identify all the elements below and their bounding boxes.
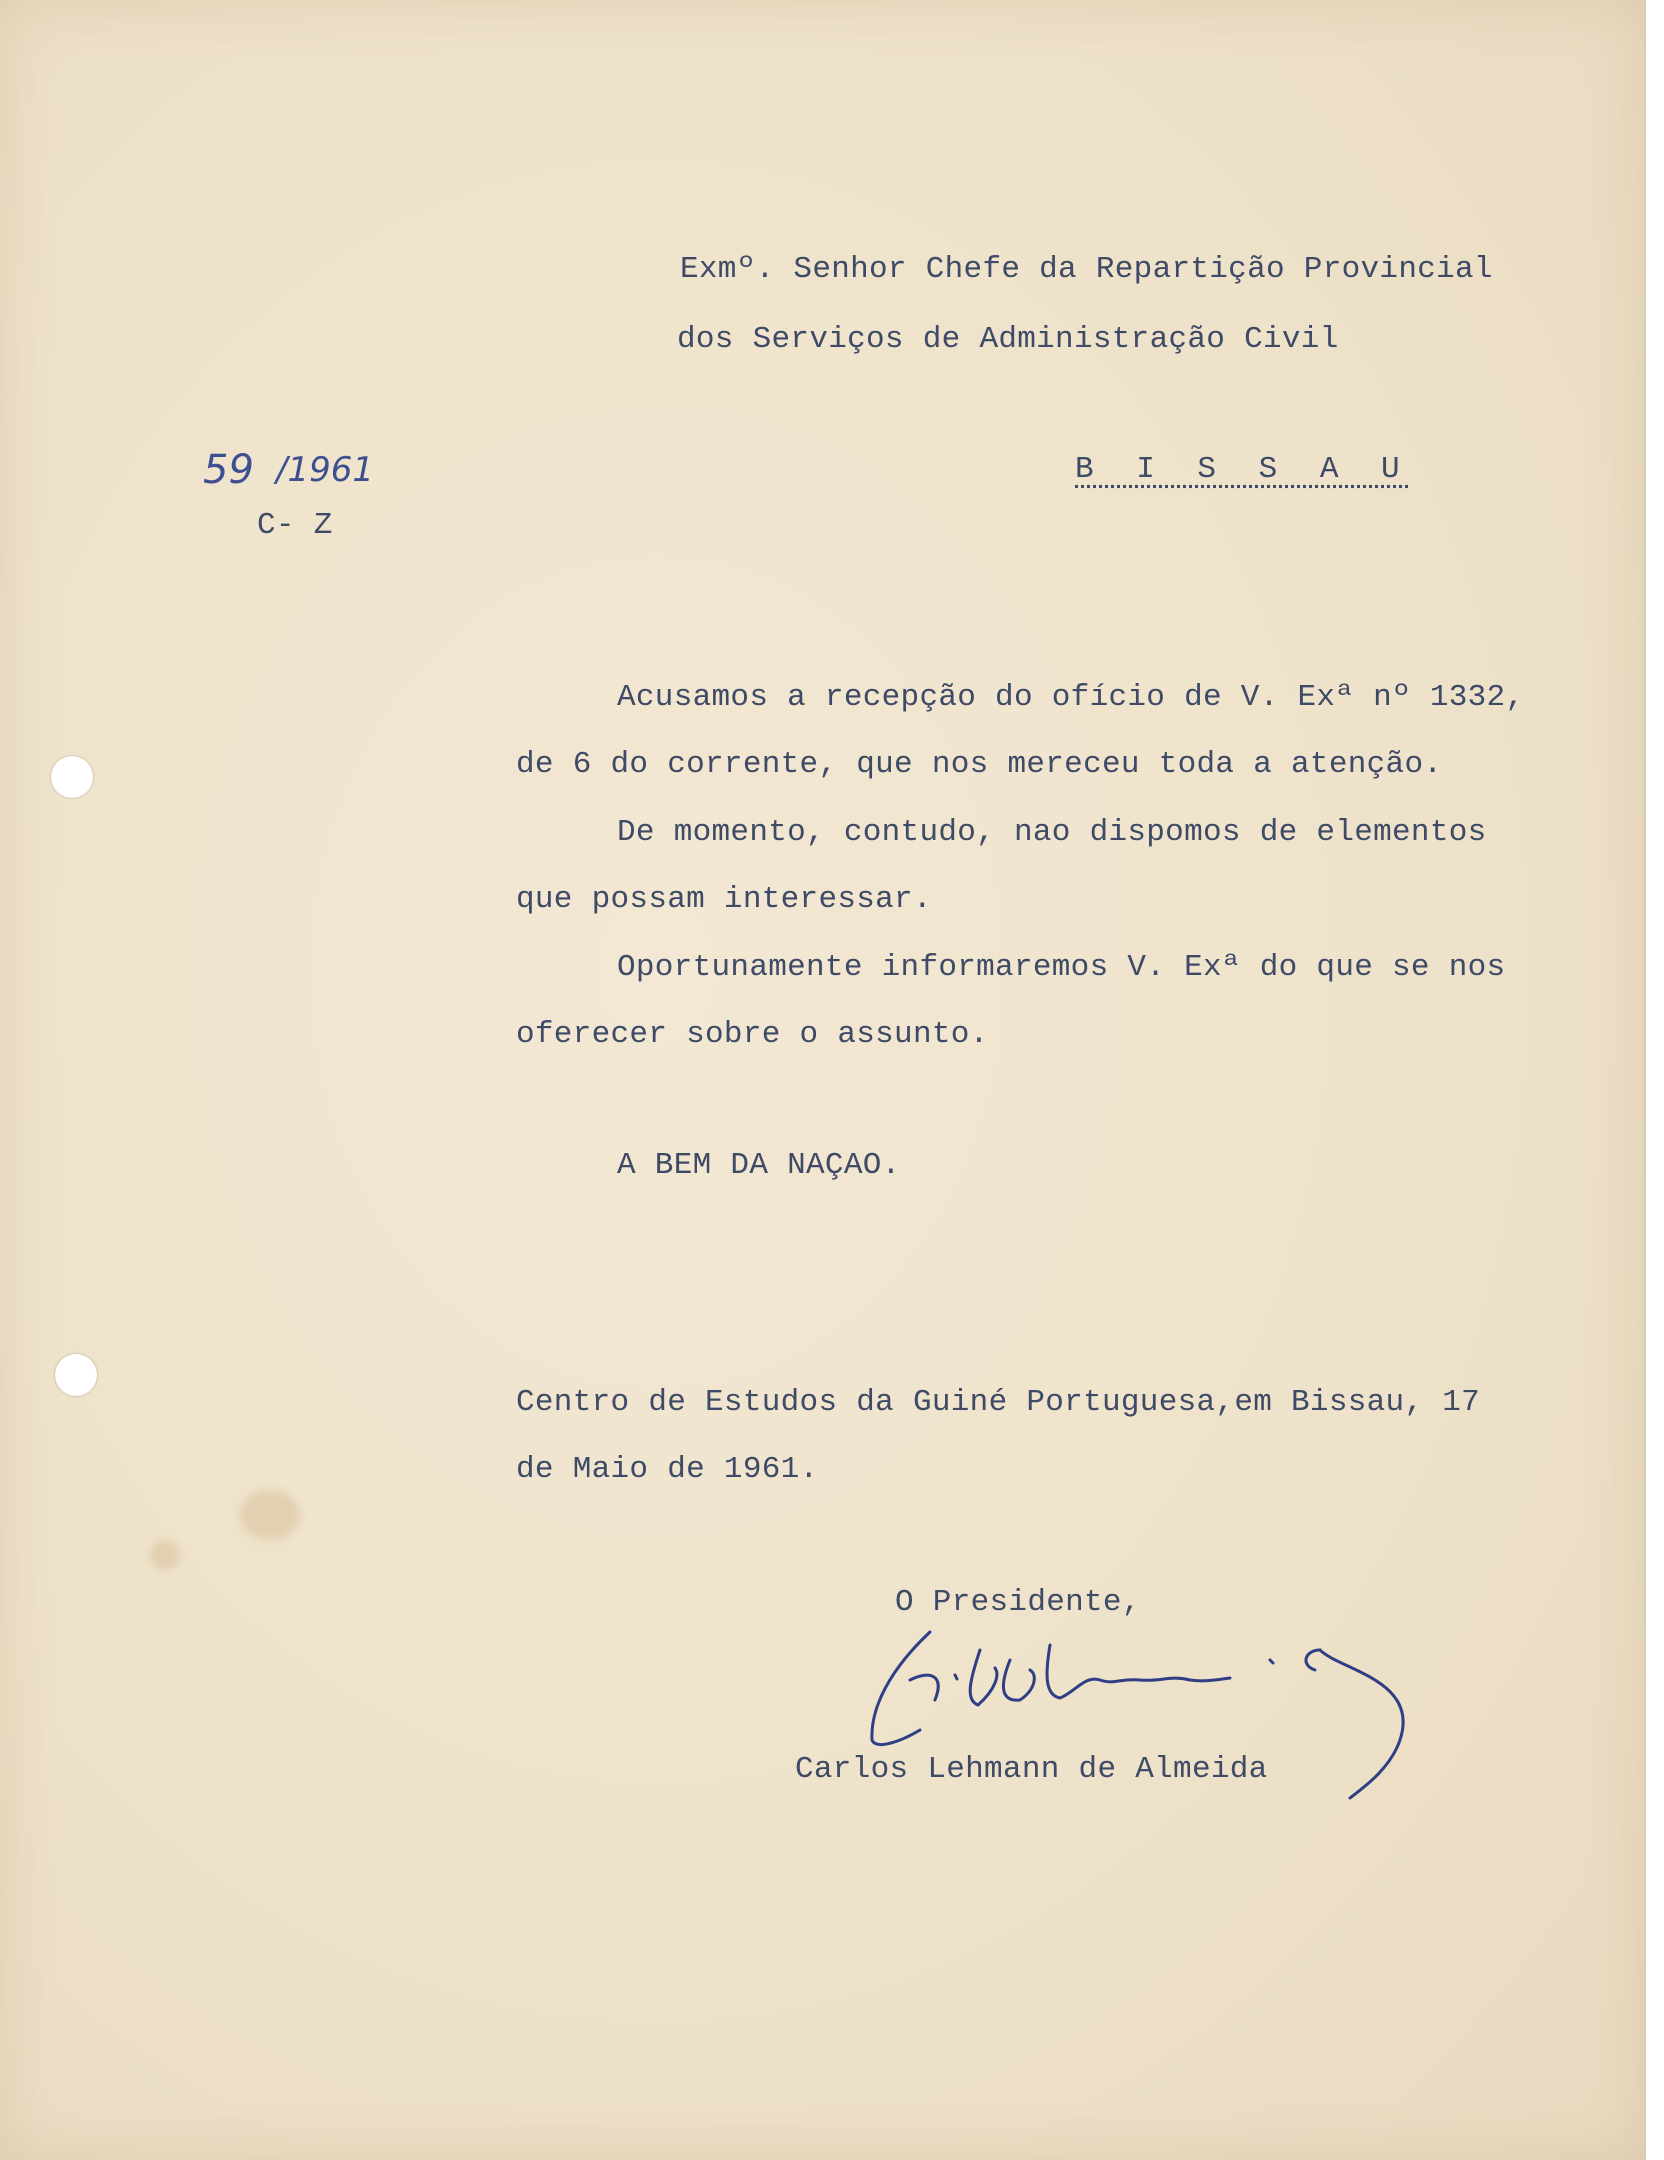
addressee-line-1: Exmº. Senhor Chefe da Repartição Provincial (680, 252, 1493, 287)
paper-stain (240, 1490, 300, 1540)
reference-code: C- Z (257, 508, 333, 543)
body-paragraph-3-line-1: Oportunamente informaremos V. Exª do que se nos (617, 950, 1506, 985)
closing-salutation: A BEM DA NAÇAO. (617, 1148, 901, 1183)
paper-stain (150, 1540, 180, 1570)
body-paragraph-1-line-1: Acusamos a recepção do ofício de V. Exª nº 1332, (617, 680, 1525, 715)
signatory-name: Carlos Lehmann de Almeida (795, 1752, 1268, 1787)
place-date-line-2: de Maio de 1961. (516, 1452, 819, 1487)
signatory-title: O Presidente, (895, 1585, 1141, 1620)
reference-year: /1961 (276, 450, 374, 490)
body-paragraph-3-line-2: oferecer sobre o assunto. (516, 1017, 989, 1052)
punch-hole-top (51, 756, 93, 798)
addressee-line-2: dos Serviços de Administração Civil (677, 322, 1339, 357)
body-paragraph-1-line-2: de 6 do corrente, que nos mereceu toda a atenção. (516, 747, 1443, 782)
body-paragraph-2-line-1: De momento, contudo, nao dispomos de elementos (617, 815, 1487, 850)
punch-hole-bottom (55, 1354, 97, 1396)
city-heading: B I S S A U (1075, 452, 1412, 487)
body-paragraph-2-line-2: que possam interessar. (516, 882, 932, 917)
reference-number: 59 (203, 447, 254, 493)
place-date-line-1: Centro de Estudos da Guiné Portuguesa,em Bissau, 17 (516, 1385, 1481, 1420)
